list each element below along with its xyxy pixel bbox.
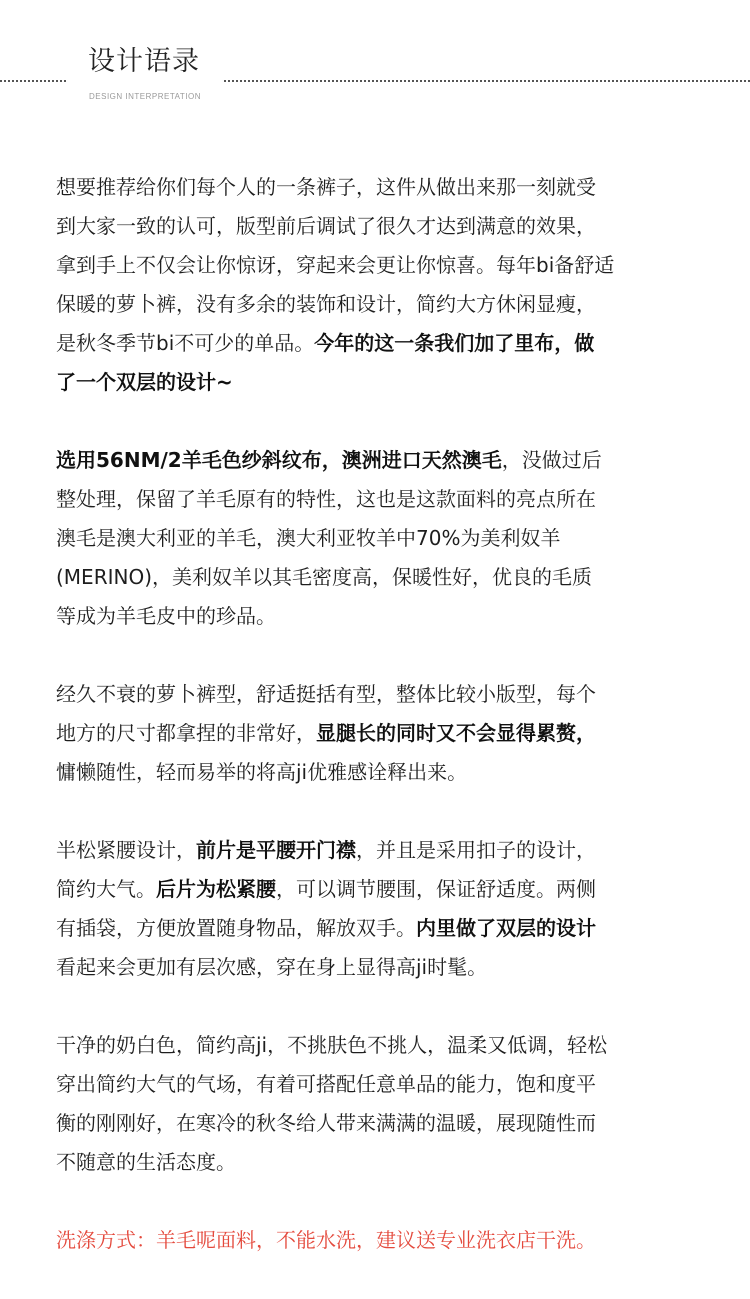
body-text: 澳毛是澳大利亚的羊毛，澳大利亚牧羊中70%为美利奴羊 <box>56 526 561 550</box>
paragraph-intro <box>56 168 696 402</box>
emphasis-text: 显腿长的同时又不会显得累赘， <box>316 721 596 745</box>
care-line <box>56 1221 696 1260</box>
text-line <box>56 1104 696 1143</box>
body-text: 不随意的生活态度。 <box>56 1150 236 1174</box>
emphasis-text: 后片为松紧腰 <box>156 877 276 901</box>
text-line <box>56 909 696 948</box>
body-text: 想要推荐给你们每个人的一条裤子，这件从做出来那一刻就受 <box>56 175 596 199</box>
body-text: 半松紧腰设计， <box>56 838 196 862</box>
body-text: 衡的刚刚好，在寒冷的秋冬给人带来满满的温暖，展现随性而 <box>56 1111 596 1135</box>
body-text: 看起来会更加有层次感，穿在身上显得高ji时髦。 <box>56 955 488 979</box>
body-text: 地方的尺寸都拿捏的非常好， <box>56 721 316 745</box>
text-line <box>56 1065 696 1104</box>
paragraph-waist <box>56 831 696 987</box>
body-text: 经久不衰的萝卜裤型，舒适挺括有型，整体比较小版型，每个 <box>56 682 596 706</box>
text-line <box>56 519 696 558</box>
body-text: ，可以调节腰围，保证舒适度。两侧 <box>276 877 596 901</box>
text-line <box>56 870 696 909</box>
description-body <box>56 168 696 1299</box>
body-text: 是秋冬季节bi不可少的单品。 <box>56 331 315 355</box>
body-text: 到大家一致的认可，版型前后调试了很久才达到满意的效果， <box>56 214 596 238</box>
body-text: 等成为羊毛皮中的珍品。 <box>56 604 276 628</box>
body-text: 简约大气。 <box>56 877 156 901</box>
text-line <box>56 1026 696 1065</box>
text-line <box>56 1143 696 1182</box>
text-line <box>56 558 696 597</box>
body-text: 保暖的萝卜裤，没有多余的装饰和设计，简约大方休闲显瘦， <box>56 292 596 316</box>
emphasis-text: 今年的这一条我们加了里布，做 <box>314 331 595 355</box>
body-text: 慵懒随性，轻而易举的将高ji优雅感诠释出来。 <box>56 760 468 784</box>
paragraph-fabric <box>56 441 696 636</box>
section-title: 设计语录 <box>88 46 200 77</box>
text-line <box>56 441 696 480</box>
text-line <box>56 363 696 402</box>
text-line <box>56 714 696 753</box>
care-text: 洗涤方式：羊毛呢面料，不能水洗，建议送专业洗衣店干洗。 <box>56 1228 596 1252</box>
care-instructions <box>56 1221 696 1260</box>
emphasis-text: 选用56NM/2羊毛色纱斜纹布，澳洲进口天然澳毛 <box>56 448 502 472</box>
text-line <box>56 207 696 246</box>
section-header <box>0 0 750 120</box>
body-text: 穿出简约大气的气场，有着可搭配任意单品的能力，饱和度平 <box>56 1072 596 1096</box>
body-text: 拿到手上不仅会让你惊讶，穿起来会更让你惊喜。每年bi备舒适 <box>56 253 615 277</box>
text-line <box>56 480 696 519</box>
body-text: 干净的奶白色，简约高ji，不挑肤色不挑人，温柔又低调，轻松 <box>56 1033 608 1057</box>
dotted-divider-left <box>0 80 66 82</box>
text-line <box>56 246 696 285</box>
text-line <box>56 597 696 636</box>
body-text: (MERINO)，美利奴羊以其毛密度高，保暖性好，优良的毛质 <box>56 565 592 589</box>
body-text: ，没做过后 <box>501 448 602 472</box>
text-line <box>56 831 696 870</box>
text-line <box>56 285 696 324</box>
text-line <box>56 948 696 987</box>
paragraph-fit <box>56 675 696 792</box>
text-line <box>56 753 696 792</box>
body-text: ，并且是采用扣子的设计， <box>356 838 596 862</box>
section-subtitle: DESIGN INTERPRETATION <box>89 92 201 101</box>
emphasis-text: 了一个双层的设计~ <box>56 370 233 394</box>
dotted-divider-right <box>224 80 750 82</box>
body-text: 有插袋，方便放置随身物品，解放双手。 <box>56 916 416 940</box>
emphasis-text: 前片是平腰开门襟 <box>196 838 356 862</box>
emphasis-text: 内里做了双层的设计 <box>416 916 596 940</box>
text-line <box>56 324 696 363</box>
text-line <box>56 168 696 207</box>
paragraph-color <box>56 1026 696 1182</box>
text-line <box>56 675 696 714</box>
body-text: 整处理，保留了羊毛原有的特性，这也是这款面料的亮点所在 <box>56 487 596 511</box>
